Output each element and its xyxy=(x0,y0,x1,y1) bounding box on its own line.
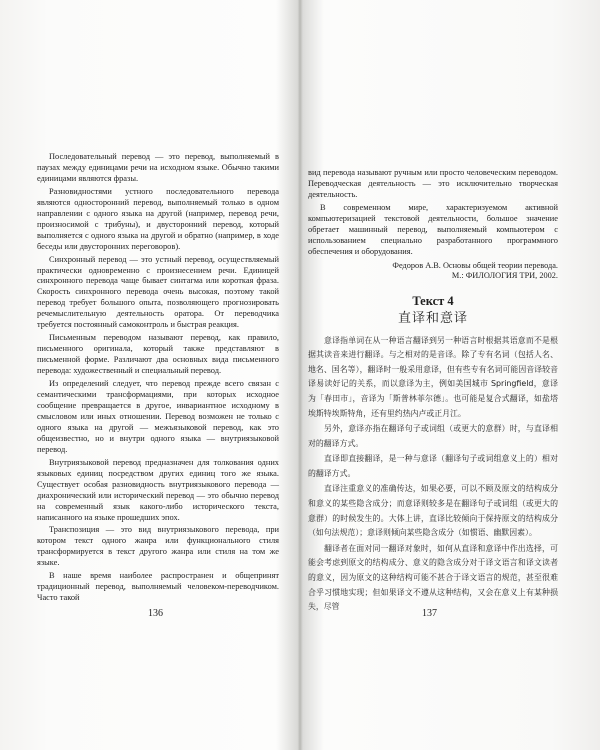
chinese-paragraph: 意译指单词在从一种语言翻译到另一种语言时根据其语意而不是根据其读音来进行翻译。与之相对的是音译。除了专有名词（包括人名、地名、国名等），翻译时一般采用意译，但有些专有名词可能因音译较音译易读好记的关系，而以意译为主，例如美国城市 Springfield，意译为「春田市」，音译为「斯普林菲尔德」。也可能是复合式翻译，如盐塔埃斯特埃斯特角，还有里约热内卢或正月江。 xyxy=(308,335,558,418)
attribution-source: М.: ФИЛОЛОГИЯ ТРИ, 2002. xyxy=(451,271,558,281)
page-number: 136 xyxy=(148,608,163,619)
attribution xyxy=(308,261,558,282)
left-page-text xyxy=(37,152,279,606)
section-title: Текст 4 xyxy=(412,293,454,308)
chinese-paragraph: 直译即直接翻译，是一种与意译（翻译句子或词组意义上的）相对的翻译方式。 xyxy=(308,454,558,478)
chinese-paragraph: 翻译者在面对同一翻译对象时，如何从直译和意译中作出选择，可能会考虑到原文的结构成分、意义的隐含成分对于译文语言和译文读者的意义，因为原文的这种结构可能不甚合于译文语言的规范，甚至很难合乎习惯地实现；但如果译文不遵从这种结构，又会在意义上有某种损失，尽管 xyxy=(308,543,558,612)
chinese-paragraph: 直译注重意义的准确传达，如果必要，可以不顾及原文的结构成分和意义的某些隐含成分；而意译则较多是在翻译句子或词组（或更大的意群）的时候发生的。大体上讲，直译比较倾向于保持原文的结构成分（如句法规范）；意译则倾向某些隐含成分（如惯语、幽默因素）。 xyxy=(308,484,558,538)
page-number: 137 xyxy=(422,608,437,619)
attribution-author: Федоров А.В. Основы общей теории перевода. xyxy=(392,260,558,270)
right-page-text xyxy=(308,168,558,616)
paragraph: Письменным переводом называют перевод, как правило, письменного оригинала, который также представляют в письменной форме. Различают два основных вида письменного перевода: художественный и специальный перевод. xyxy=(37,333,279,376)
paragraph: Последовательный перевод — это перевод, выполняемый в паузах между единицами речи на исходном языке. Обычно такими единицами являются фразы. xyxy=(37,152,279,183)
paragraph: Синхронный перевод — это устный перевод, осуществляемый практически одновременно с произнесением речи. Единицей синхронного перевода чаще бывает синтагма или короткая фраза. Скорость синхронного перевода очень высокая, поэтому такой перевод требует большого опыта, позволяющего прогнозировать речемыслительную деятельность оратора. От переводчика требуется постоянный самоконтроль и быстрая реакция. xyxy=(37,254,279,330)
paragraph: Разновидностями устного последовательного перевода являются односторонний перевод, выполняемый только в одном направлении с одного языка на другой (например, перевод речи, произносимой с трибуны), и двусторонний перевод, который выполняется с одного языка на другой и обратно (например, в ходе беседы или двусторонних переговоров). xyxy=(37,186,279,251)
left-page xyxy=(0,0,298,750)
paragraph: Транспозиция — это вид внутриязыкового перевода, при котором текст одного жанра или функционального стиля трансформируется в текст другого жанра или стиля на том же языке. xyxy=(37,525,279,568)
chinese-paragraph: 另外，意译亦指在翻译句子或词组（或更大的意群）时，与直译相对的翻译方式。 xyxy=(308,424,558,448)
chinese-text xyxy=(308,334,558,615)
paragraph: В современном мире, характеризуемом активной компьютеризацией текстовой деятельности, большое значение обретает машинный перевод, выполняемый компьютером с использованием специально разработанного программного обеспечения и оборудования. xyxy=(308,202,558,256)
paragraph: вид перевода называют ручным или просто человеческим переводом. Переводческая деятельность — это исключительно творческая деятельность. xyxy=(308,168,558,199)
paragraph: Из определений следует, что перевод прежде всего связан с семантическими трансформациями, при которых исходное сообщение превращается в другое, инвариантное исходному в смысловом или иных отношении. Перевод возможен не только с одного языка на другой — межъязыковой перевод, как это общеизвестно, но и внутри одного языка — внутриязыковой перевод. xyxy=(37,379,279,454)
right-page xyxy=(302,0,600,750)
paragraph: В наше время наиболее распространен и общепринят традиционный перевод, выполняемый человеком-переводчиком. Часто такой xyxy=(37,571,279,603)
chinese-title: 直译和意译 xyxy=(397,309,468,325)
paragraph: Внутриязыковой перевод предназначен для толкования одних языковых единиц посредством других единиц того же языка. Существует особая разновидность внутриязыкового перевода — диахронический или исторический перевод — это обычно перевод на современный язык какого-либо исторического текста, написанного на языке прошедших эпох. xyxy=(37,457,279,522)
